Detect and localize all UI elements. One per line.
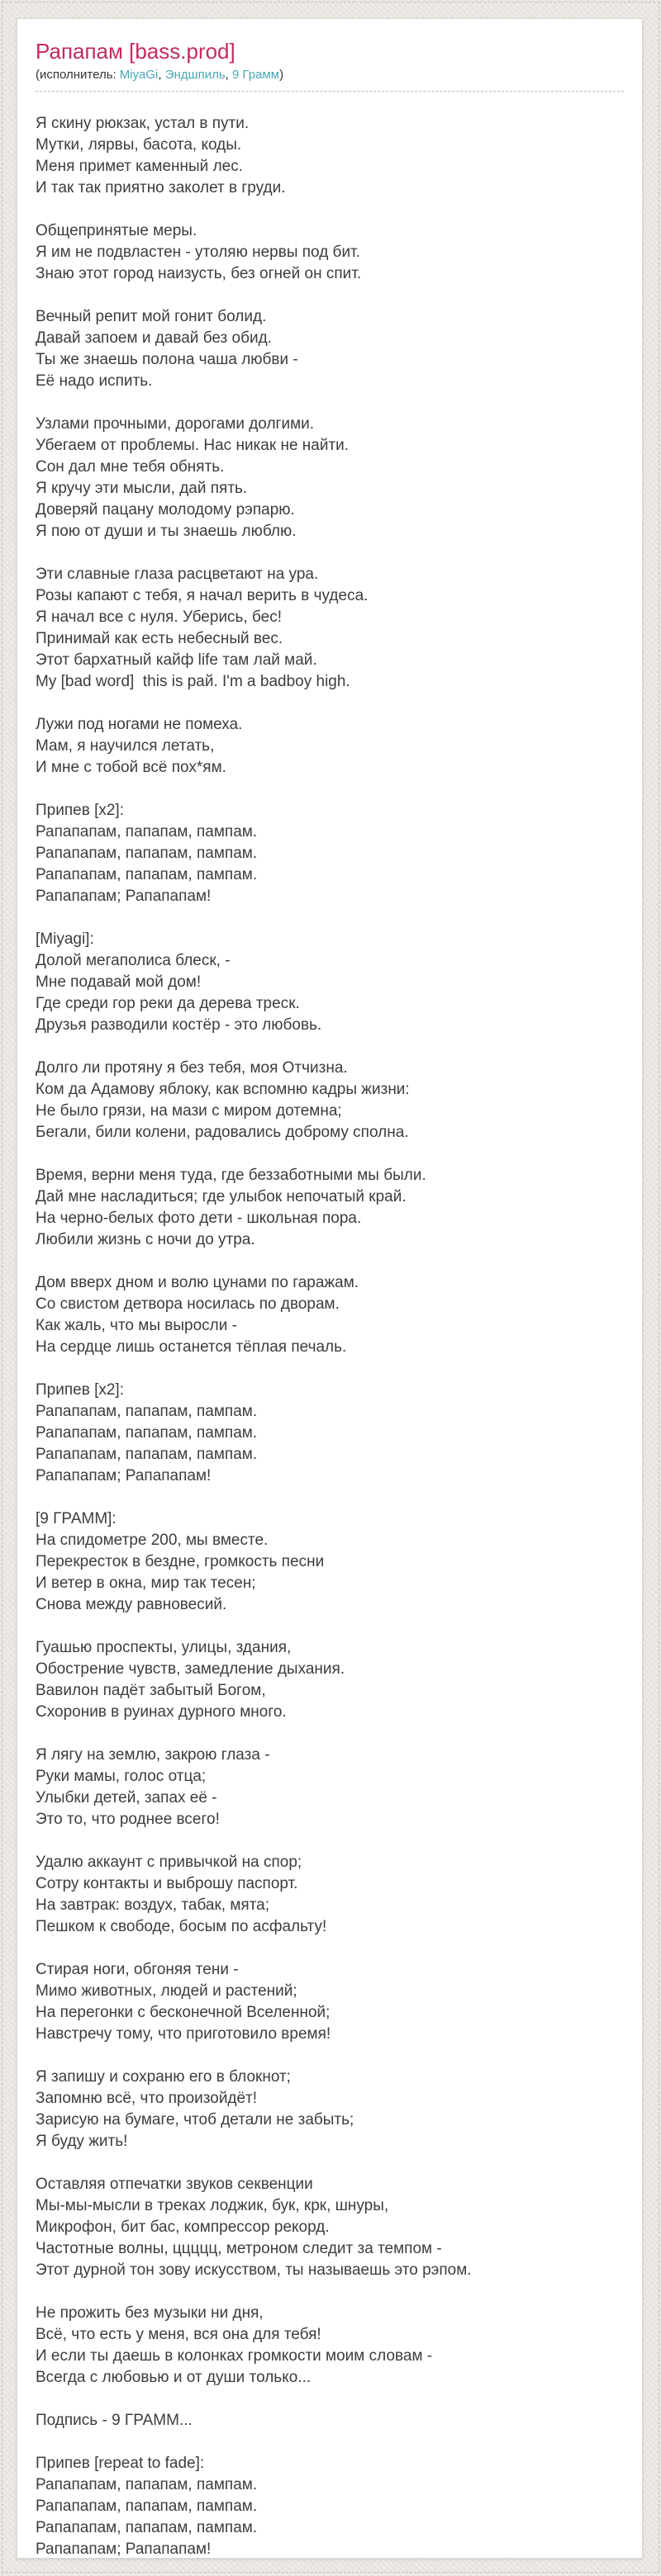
artist-link[interactable]: 9 Грамм xyxy=(232,68,280,82)
lyrics xyxy=(36,113,624,2560)
lyric-line: На спидометре 200, мы вместе. xyxy=(36,1532,269,1549)
lyric-line: Рапапапам; Рапапапам! xyxy=(36,1467,212,1485)
lyric-line: Узлами прочными, дорогами долгими. xyxy=(36,415,315,433)
lyric-line: Припев [repeat to fade]: xyxy=(36,2455,205,2472)
lyric-line: Мне подавай мой дом! xyxy=(36,973,202,991)
lyric-line: Ком да Адамову яблоку, как вспомню кадры жизни: xyxy=(36,1081,410,1098)
lyric-line: На завтрак: воздух, табак, мята; xyxy=(36,1896,270,1914)
lyric-line: Схоронив в руинах дурного много. xyxy=(36,1703,287,1721)
lyric-line: [Miyagi]: xyxy=(36,930,94,948)
lyric-line: Я лягу на землю, закрою глаза - xyxy=(36,1746,270,1764)
lyric-stanza xyxy=(36,2453,624,2560)
lyric-line: Бегали, били колени, радовались доброму сполна. xyxy=(36,1124,409,1141)
lyric-line: Запомню всё, что произойдёт! xyxy=(36,2090,258,2107)
lyric-line: Этот дурной тон зову искусством, ты называешь это рэпом. xyxy=(36,2261,472,2279)
lyric-line: My [bad word] this is рай. I'm a badboy high. xyxy=(36,673,350,690)
lyric-line: Частотные волны, ццццц, метроном следит за темпом - xyxy=(36,2240,442,2257)
lyric-line: Подпись - 9 ГРАММ... xyxy=(36,2412,193,2429)
lyric-stanza xyxy=(36,220,624,285)
lyric-stanza xyxy=(36,1959,624,2045)
lyric-line: Я кручу эти мысли, дай пять. xyxy=(36,480,248,497)
lyric-line: Не прожить без музыки ни дня, xyxy=(36,2304,264,2322)
lyric-line: Со свистом детвора носилась по дворам. xyxy=(36,1295,340,1313)
lyric-line: Рапапапам, папапам, пампам. xyxy=(36,866,258,883)
lyric-line: Это то, что роднее всего! xyxy=(36,1811,220,1828)
lyric-line: Рапапапам, папапам, пампам. xyxy=(36,823,258,841)
lyric-line: Убегаем от проблемы. Нас никак не найти. xyxy=(36,437,350,454)
lyric-line: Её надо испить. xyxy=(36,372,153,390)
page-title: Рапапам [bass.prod] xyxy=(36,39,235,64)
lyric-line: Удалю аккаунт с привычкой на спор; xyxy=(36,1854,302,1871)
lyric-stanza xyxy=(36,414,624,542)
lyric-line: Дом вверх дном и волю цунами по гаражам. xyxy=(36,1274,359,1291)
lyric-stanza xyxy=(36,2303,624,2389)
lyric-line: И ветер в окна, мир так тесен; xyxy=(36,1574,256,1592)
lyric-line: И мне с тобой всё пох*ям. xyxy=(36,759,226,776)
lyric-line: Рапапапам, папапам, пампам. xyxy=(36,1403,258,1420)
lyric-stanza xyxy=(36,306,624,392)
lyric-line: Рапапапам, папапам, пампам. xyxy=(36,845,258,862)
lyric-line: Долго ли протяну я без тебя, моя Отчизна. xyxy=(36,1059,348,1077)
lyric-line: Лужи под ногами не помеха. xyxy=(36,716,243,733)
lyric-line: Розы капают с тебя, я начал верить в чудеса. xyxy=(36,587,369,604)
lyric-line: Сотру контакты и выброшу паспорт. xyxy=(36,1875,298,1892)
performer-row xyxy=(36,67,624,92)
lyric-line: На сердце лишь останется тёплая печаль. xyxy=(36,1338,347,1356)
artist-link[interactable]: MiyaGi xyxy=(119,68,159,82)
lyric-stanza xyxy=(36,1508,624,1616)
lyric-line: Перекресток в бездне, громкость песни xyxy=(36,1553,325,1570)
performer-close-paren: ) xyxy=(279,68,284,82)
lyric-line: Стирая ноги, обгоняя тени - xyxy=(36,1961,239,1978)
lyric-line: Эти славные глаза расцветают на ура. xyxy=(36,566,319,583)
lyric-line: Мимо животных, людей и растений; xyxy=(36,1982,297,2000)
lyric-line: Друзья разводили костёр - это любовь. xyxy=(36,1016,322,1034)
lyric-line: Руки мамы, голос отца; xyxy=(36,1768,207,1785)
lyric-line: Где среди гор реки да дерева треск. xyxy=(36,995,300,1012)
lyric-stanza xyxy=(36,1272,624,1358)
lyric-line: Я запишу и сохраню его в блокнот; xyxy=(36,2068,291,2086)
lyric-line: На перегонки с бесконечной Вселенной; xyxy=(36,2004,330,2021)
lyric-line: Долой мегаполиса блеск, - xyxy=(36,952,231,969)
lyric-line: Я им не подвластен - утоляю нервы под бит. xyxy=(36,244,360,261)
lyric-line: Время, верни меня туда, где беззаботными мы были. xyxy=(36,1167,426,1184)
lyric-line: Всегда с любовью и от души только... xyxy=(36,2369,311,2386)
lyric-line: Мам, я научился летать, xyxy=(36,737,215,755)
lyric-line: Я начал все с нуля. Уберись, бес! xyxy=(36,608,283,626)
artist-link[interactable]: Эндшпиль xyxy=(164,68,226,82)
lyric-line: И если ты даешь в колонках громкости моим словам - xyxy=(36,2347,433,2365)
lyric-line: Рапапапам, папапам, пампам. xyxy=(36,2476,258,2493)
lyric-line: Я скину рюкзак, устал в пути. xyxy=(36,115,250,132)
lyric-line: Дай мне насладиться; где улыбок непочатый край. xyxy=(36,1188,407,1205)
lyric-stanza xyxy=(36,1380,624,1487)
lyric-line: Всё, что есть у меня, вся она для тебя! xyxy=(36,2326,321,2343)
lyric-stanza xyxy=(36,1852,624,1938)
lyric-line: Рапапапам; Рапапапам! xyxy=(36,2540,212,2558)
lyric-line: Припев [x2]: xyxy=(36,1381,124,1399)
lyric-line: Вавилон падёт забытый Богом, xyxy=(36,1682,266,1699)
lyric-line: [9 ГРАММ]: xyxy=(36,1510,117,1527)
lyric-line: Не было грязи, на мази с миром дотемна; xyxy=(36,1102,342,1120)
lyric-line: Навстречу тому, что приготовило время! xyxy=(36,2025,331,2043)
lyric-stanza xyxy=(36,2067,624,2152)
lyric-stanza xyxy=(36,564,624,693)
lyric-line: И так так приятно заколет в груди. xyxy=(36,179,286,197)
lyric-line: Как жаль, что мы выросли - xyxy=(36,1317,237,1334)
lyric-line: Мы-мы-мысли в треках лоджик, бук, крк, шнуры, xyxy=(36,2197,389,2214)
lyric-line: Рапапапам, папапам, пампам. xyxy=(36,2519,258,2536)
lyric-line: Мутки, лярвы, басота, коды. xyxy=(36,136,242,154)
lyric-line: Знаю этот город наизусть, без огней он спит. xyxy=(36,265,362,282)
lyric-stanza xyxy=(36,1745,624,1830)
lyric-line: Рапапапам, папапам, пампам. xyxy=(36,1446,258,1463)
performer-artists: MiyaGi, Эндшпиль, 9 Грамм xyxy=(119,68,280,82)
lyric-line: Оставляя отпечатки звуков секвенции xyxy=(36,2176,313,2193)
lyric-line: Вечный репит мой гонит болид. xyxy=(36,308,267,325)
lyric-stanza xyxy=(36,2410,624,2432)
lyric-stanza xyxy=(36,113,624,199)
lyric-stanza xyxy=(36,1637,624,1723)
lyric-line: Доверяй пацану молодому рэпарю. xyxy=(36,501,295,519)
lyric-line: Обострение чувств, замедление дыхания. xyxy=(36,1660,345,1678)
lyric-line: Рапапапам, папапам, пампам. xyxy=(36,2498,258,2515)
lyric-line: Пешком к свободе, босым по асфальту! xyxy=(36,1918,327,1935)
lyric-line: Давай запоем и давай без обид. xyxy=(36,329,272,347)
lyric-line: Гуашью проспекты, улицы, здания, xyxy=(36,1639,292,1656)
lyric-line: Я буду жить! xyxy=(36,2133,128,2150)
lyric-line: Микрофон, бит бас, компрессор рекорд. xyxy=(36,2218,330,2236)
lyric-line: Этот бархатный кайф life там лай май. xyxy=(36,651,317,669)
lyric-stanza xyxy=(36,929,624,1036)
lyric-stanza xyxy=(36,1165,624,1251)
lyric-stanza xyxy=(36,2174,624,2281)
performer-label: (исполнитель: xyxy=(36,68,117,82)
lyric-line: Зарисую на бумаге, чтоб детали не забыть; xyxy=(36,2111,354,2129)
lyric-line: Рапапапам; Рапапапам! xyxy=(36,888,212,905)
lyric-line: Я пою от души и ты знаешь люблю. xyxy=(36,523,297,540)
lyric-line: Рапапапам, папапам, пампам. xyxy=(36,1424,258,1442)
lyric-line: Принимай как есть небесный вес. xyxy=(36,630,283,647)
lyric-line: Сон дал мне тебя обнять. xyxy=(36,458,225,476)
lyrics-card xyxy=(17,18,643,2559)
lyric-line: Общепринятые меры. xyxy=(36,222,197,239)
lyric-line: Припев [x2]: xyxy=(36,802,124,819)
lyric-line: Любили жизнь с ночи до утра. xyxy=(36,1231,255,1248)
lyric-line: Ты же знаешь полона чаша любви - xyxy=(36,351,298,368)
lyric-stanza xyxy=(36,800,624,907)
lyric-line: Улыбки детей, запах её - xyxy=(36,1789,217,1807)
lyric-line: Меня примет каменный лес. xyxy=(36,158,244,175)
lyric-line: Снова между равновесий. xyxy=(36,1596,227,1613)
lyric-line: На черно-белых фото дети - школьная пора. xyxy=(36,1210,362,1227)
lyric-stanza xyxy=(36,1058,624,1144)
lyric-stanza xyxy=(36,714,624,779)
